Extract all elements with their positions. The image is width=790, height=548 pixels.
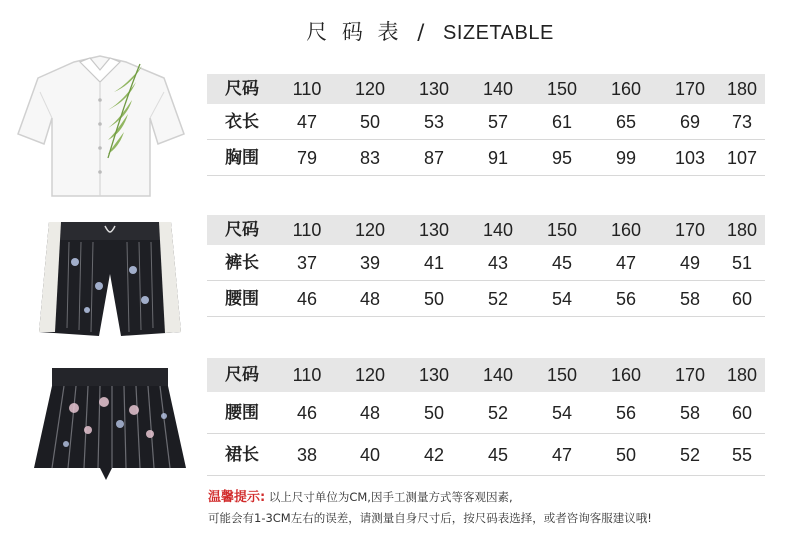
size-cell: 130 (418, 365, 450, 385)
value-cell: 52 (679, 445, 701, 465)
header-label: 尺码 (225, 79, 259, 99)
row-label: 裤长 (225, 253, 259, 273)
table-row (207, 281, 765, 317)
row-label: 胸围 (225, 148, 259, 168)
value-cell: 50 (359, 112, 381, 132)
size-cell: 150 (546, 79, 578, 99)
value-cell: 42 (423, 445, 445, 465)
row-label: 腰围 (225, 289, 259, 309)
header-label: 尺码 (225, 220, 259, 240)
value-cell: 45 (487, 445, 509, 465)
size-cell: 160 (610, 220, 642, 240)
row-label: 裙长 (225, 445, 259, 465)
size-cell: 110 (292, 220, 322, 240)
value-cell: 47 (615, 253, 637, 273)
value-cell: 58 (679, 403, 701, 423)
value-cell: 56 (615, 289, 637, 309)
value-cell: 69 (679, 112, 701, 132)
size-table-shirt (207, 74, 765, 176)
size-cell: 110 (292, 79, 322, 99)
value-cell: 39 (359, 253, 381, 273)
size-table-skirt (207, 358, 765, 476)
size-cell: 130 (418, 220, 450, 240)
size-cell: 140 (482, 365, 514, 385)
value-cell: 65 (615, 112, 637, 132)
size-cell: 140 (482, 79, 514, 99)
value-cell: 107 (726, 148, 758, 168)
table-header-row (207, 358, 765, 392)
value-cell: 57 (487, 112, 509, 132)
size-cell: 170 (674, 220, 706, 240)
title-cn: 尺 码 表 (306, 20, 403, 44)
table-row (207, 104, 765, 140)
size-cell: 180 (726, 79, 758, 99)
title-en: SIZETABLE (442, 22, 554, 44)
note-line-1: 以上尺寸单位为CM,因手工测量方式等客观因素, (268, 490, 513, 504)
value-cell: 46 (296, 403, 318, 423)
size-cell: 130 (418, 79, 450, 99)
value-cell: 60 (731, 403, 753, 423)
value-cell: 95 (551, 148, 573, 168)
note-warning-label: 温馨提示: (208, 490, 266, 505)
note-line-2: 可能会有1-3CM左右的误差，请测量自身尺寸后，按尺码表选择，或者咨询客服建议哦! (208, 511, 652, 525)
value-cell: 50 (615, 445, 637, 465)
value-cell: 45 (551, 253, 573, 273)
size-cell: 120 (354, 220, 386, 240)
value-cell: 50 (423, 403, 445, 423)
title-separator: / (417, 20, 429, 44)
value-cell: 52 (487, 403, 509, 423)
value-cell: 54 (551, 289, 573, 309)
size-cell: 110 (292, 365, 322, 385)
value-cell: 55 (731, 445, 753, 465)
value-cell: 37 (296, 253, 318, 273)
table-header-row (207, 215, 765, 245)
value-cell: 46 (296, 289, 318, 309)
row-label: 衣长 (225, 112, 259, 132)
value-cell: 79 (296, 148, 318, 168)
value-cell: 91 (487, 148, 509, 168)
value-cell: 87 (423, 148, 445, 168)
size-cell: 180 (726, 220, 758, 240)
value-cell: 47 (551, 445, 573, 465)
value-cell: 48 (359, 289, 381, 309)
value-cell: 51 (731, 253, 753, 273)
value-cell: 58 (679, 289, 701, 309)
size-cell: 180 (726, 365, 758, 385)
value-cell: 56 (615, 403, 637, 423)
row-label: 腰围 (225, 403, 259, 423)
table-row (207, 245, 765, 281)
page-title (0, 16, 790, 46)
value-cell: 40 (359, 445, 381, 465)
size-cell: 160 (610, 79, 642, 99)
size-table-shorts (207, 215, 765, 317)
size-cell: 120 (354, 365, 386, 385)
size-cell: 170 (674, 79, 706, 99)
value-cell: 50 (423, 289, 445, 309)
value-cell: 73 (731, 112, 753, 132)
white-shirt-image (12, 48, 192, 203)
value-cell: 83 (359, 148, 381, 168)
table-header-row (207, 74, 765, 104)
size-cell: 140 (482, 220, 514, 240)
value-cell: 49 (679, 253, 701, 273)
pleated-skirt-image (30, 364, 190, 484)
value-cell: 61 (551, 112, 573, 132)
size-cell: 150 (546, 365, 578, 385)
size-cell: 160 (610, 365, 642, 385)
value-cell: 60 (731, 289, 753, 309)
size-cell: 150 (546, 220, 578, 240)
value-cell: 99 (615, 148, 637, 168)
size-cell: 120 (354, 79, 386, 99)
value-cell: 38 (296, 445, 318, 465)
value-cell: 41 (423, 253, 445, 273)
value-cell: 43 (487, 253, 509, 273)
value-cell: 52 (487, 289, 509, 309)
printed-shorts-image (35, 212, 185, 342)
value-cell: 53 (423, 112, 445, 132)
value-cell: 103 (674, 148, 706, 168)
table-row (207, 140, 765, 176)
header-label: 尺码 (225, 365, 259, 385)
value-cell: 48 (359, 403, 381, 423)
table-row (207, 434, 765, 476)
size-note (208, 487, 652, 528)
size-cell: 170 (674, 365, 706, 385)
value-cell: 47 (296, 112, 318, 132)
value-cell: 54 (551, 403, 573, 423)
table-row (207, 392, 765, 434)
